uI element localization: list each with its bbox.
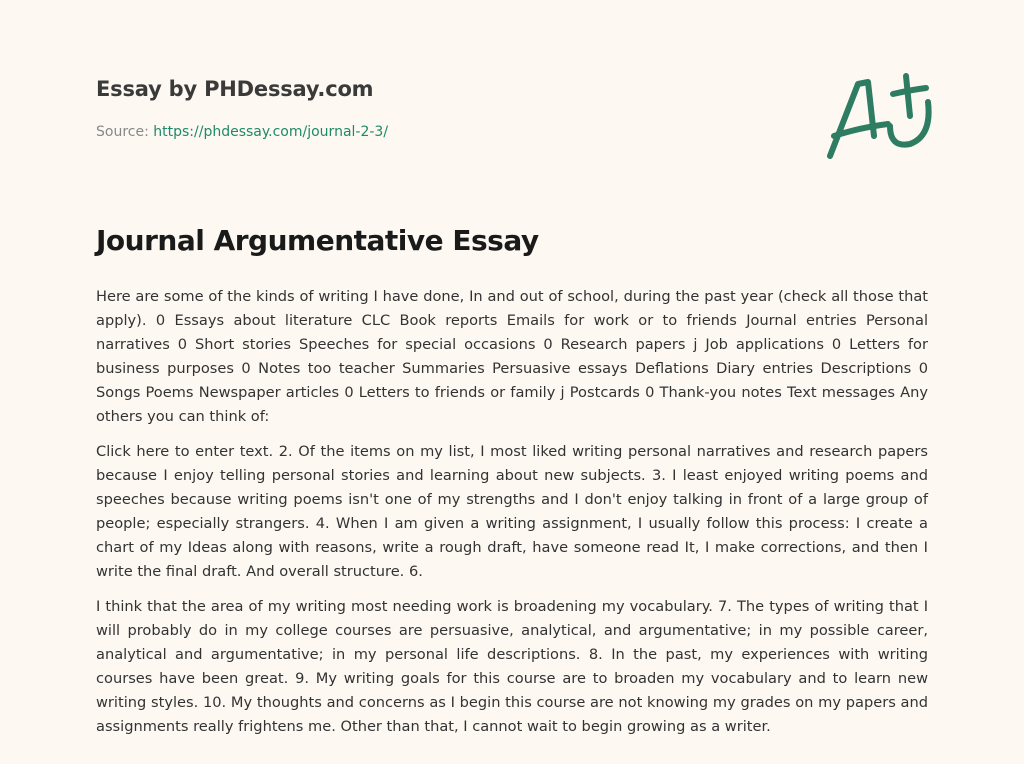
article-title: Journal Argumentative Essay	[96, 224, 539, 257]
source-label: Source:	[96, 124, 149, 140]
source-link[interactable]: https://phdessay.com/journal-2-3/	[153, 124, 389, 140]
source-line	[96, 124, 388, 140]
article-body	[96, 285, 928, 750]
paragraph: Click here to enter text. 2. Of the items on my list, I most liked writing personal narratives and research papers because I enjoy telling personal stories and learning about new subjects. 3. I least enjoyed writing poems and speeches because writing poems isn't one of my strengths and I don't enjoy talking in front of a large group of people; especially strangers. 4. When I am given a writing assignment, I usually follow this process: I create a chart of my Ideas along with reasons, write a rough draft, have someone read It, I make corrections, and then I write the final draft. And overall structure. 6.	[96, 443, 928, 580]
a-plus-logo-icon	[818, 66, 938, 166]
paragraph: Here are some of the kinds of writing I have done, In and out of school, during the past year (check all those that apply). 0 Essays about literature CLC Book reports Emails for work or to friends Journal entries Personal narratives 0 Short stories Speeches for special occasions 0 Research papers j Job applications 0 Letters for business purposes 0 Notes too teacher Summaries Persuasive essays Deflations Diary entries Descriptions 0 Songs Poems Newspaper articles 0 Letters to friends or family j Postcards 0 Thank-you notes Text messages Any others you can think of:	[96, 288, 928, 425]
site-brand: Essay by PHDessay.com	[96, 77, 374, 101]
paragraph: I think that the area of my writing most needing work is broadening my vocabulary. 7. The types of writing that I will probably do in my college courses are persuasive, analytical, and argumentative; in my possible career, analytical and argumentative; in my personal life descriptions. 8. In the past, my experiences with writing courses have been great. 9. My writing goals for this course are to broaden my vocabulary and to learn new writing styles. 10. My thoughts and concerns as I begin this course are not knowing my grades on my papers and assignments really frightens me. Other than that, I cannot wait to begin growing as a writer.	[96, 598, 928, 735]
